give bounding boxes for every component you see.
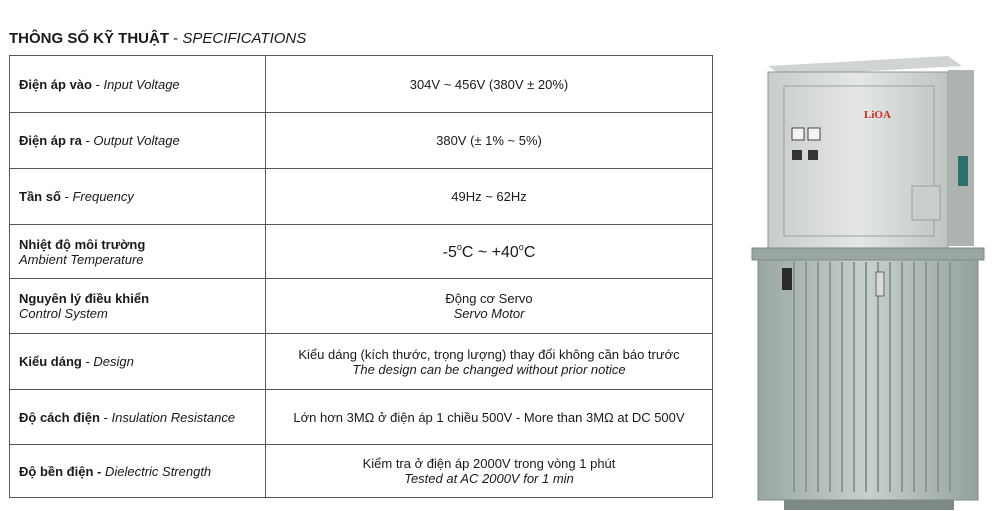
spec-value: Lớn hơn 3MΩ ở điện áp 1 chiều 500V - More than 3MΩ at DC 500V: [266, 390, 713, 445]
spec-value: [266, 334, 713, 390]
spec-value: [266, 445, 713, 498]
degree-mark: o: [518, 241, 524, 252]
spec-label: [10, 445, 266, 498]
table-row: [10, 225, 713, 279]
label-separator: -: [81, 133, 94, 148]
spec-label: [10, 334, 266, 390]
spec-value: 380V (± 1% ~ 5%): [266, 113, 713, 169]
switch-icon: [808, 150, 818, 160]
label-vietnamese: Kiểu dáng: [19, 354, 82, 369]
label-separator: -: [81, 354, 94, 369]
value-english: Tested at AC 2000V for 1 min: [404, 471, 574, 486]
spec-label: [10, 279, 266, 334]
title-vietnamese: THÔNG SỐ KỸ THUẬT: [9, 30, 169, 47]
label-separator: -: [93, 463, 105, 479]
label-vietnamese: Điện áp vào: [19, 76, 92, 92]
table-row: [10, 113, 713, 169]
temp-unit: C: [523, 243, 536, 261]
specifications-table: [9, 55, 713, 498]
label-english: Design: [93, 354, 134, 369]
value-english: Servo Motor: [453, 306, 525, 321]
title-english: SPECIFICATIONS: [182, 30, 307, 47]
label-english: Control System: [19, 306, 108, 321]
spec-label: [10, 113, 266, 169]
label-english: Ambient Temperature: [19, 251, 144, 267]
label-vietnamese: Điện áp ra: [19, 133, 82, 148]
switch-icon: [792, 150, 802, 160]
title-separator: -: [169, 30, 183, 47]
table-row: [10, 56, 713, 113]
temperature-range: [266, 225, 713, 279]
spec-value: 49Hz ~ 62Hz: [266, 169, 713, 225]
temp-range-separator: ~: [473, 243, 492, 261]
temp-min: -5: [442, 243, 457, 261]
side-handle-icon: [958, 156, 968, 186]
table-row: [10, 334, 713, 390]
spec-label: [10, 225, 266, 279]
meter-icon: [808, 128, 820, 140]
tank-lid: [752, 248, 984, 260]
page-title: [9, 30, 306, 47]
label-vietnamese: Độ cách điện: [19, 409, 100, 425]
control-cabinet: [768, 72, 948, 252]
label-english: Output Voltage: [93, 133, 180, 148]
label-english: Input Voltage: [103, 76, 180, 92]
temp-max: +40: [491, 243, 519, 261]
nameplate-icon: [782, 268, 792, 290]
temp-unit: C: [461, 243, 474, 261]
value-vietnamese: Kiểu dáng (kích thước, trọng lượng) thay đổi không cần báo trước: [298, 346, 680, 362]
label-vietnamese: Nguyên lý điều khiển: [19, 291, 150, 306]
label-separator: -: [99, 409, 112, 425]
cabinet-vent: [912, 186, 940, 220]
meter-icon: [792, 128, 804, 140]
label-vietnamese: Tần số: [19, 189, 61, 204]
label-separator: -: [60, 189, 73, 204]
spec-label: [10, 169, 266, 225]
gauge-icon: [876, 272, 884, 296]
spec-value: [266, 279, 713, 334]
label-vietnamese: Nhiệt độ môi trường: [19, 236, 146, 252]
table-row: [10, 279, 713, 334]
label-english: Insulation Resistance: [111, 409, 236, 425]
table-row: [10, 390, 713, 445]
table-row: [10, 169, 713, 225]
spec-label: [10, 390, 266, 445]
brand-logo: LiOA: [864, 109, 891, 121]
label-separator: -: [91, 76, 104, 92]
degree-mark: o: [456, 241, 462, 252]
spec-label: [10, 56, 266, 113]
value-vietnamese: Động cơ Servo: [445, 291, 533, 306]
product-photo: [744, 46, 1000, 511]
value-english: The design can be changed without prior notice: [352, 361, 626, 377]
value-vietnamese: Kiểm tra ở điện áp 2000V trong vòng 1 phút: [362, 456, 616, 471]
spec-value: 304V ~ 456V (380V ± 20%): [266, 56, 713, 113]
table-row: [10, 445, 713, 498]
label-english: Dielectric Strength: [104, 463, 212, 479]
label-vietnamese: Độ bền điện: [19, 463, 94, 479]
label-english: Frequency: [72, 189, 134, 204]
tank-base: [784, 500, 954, 510]
